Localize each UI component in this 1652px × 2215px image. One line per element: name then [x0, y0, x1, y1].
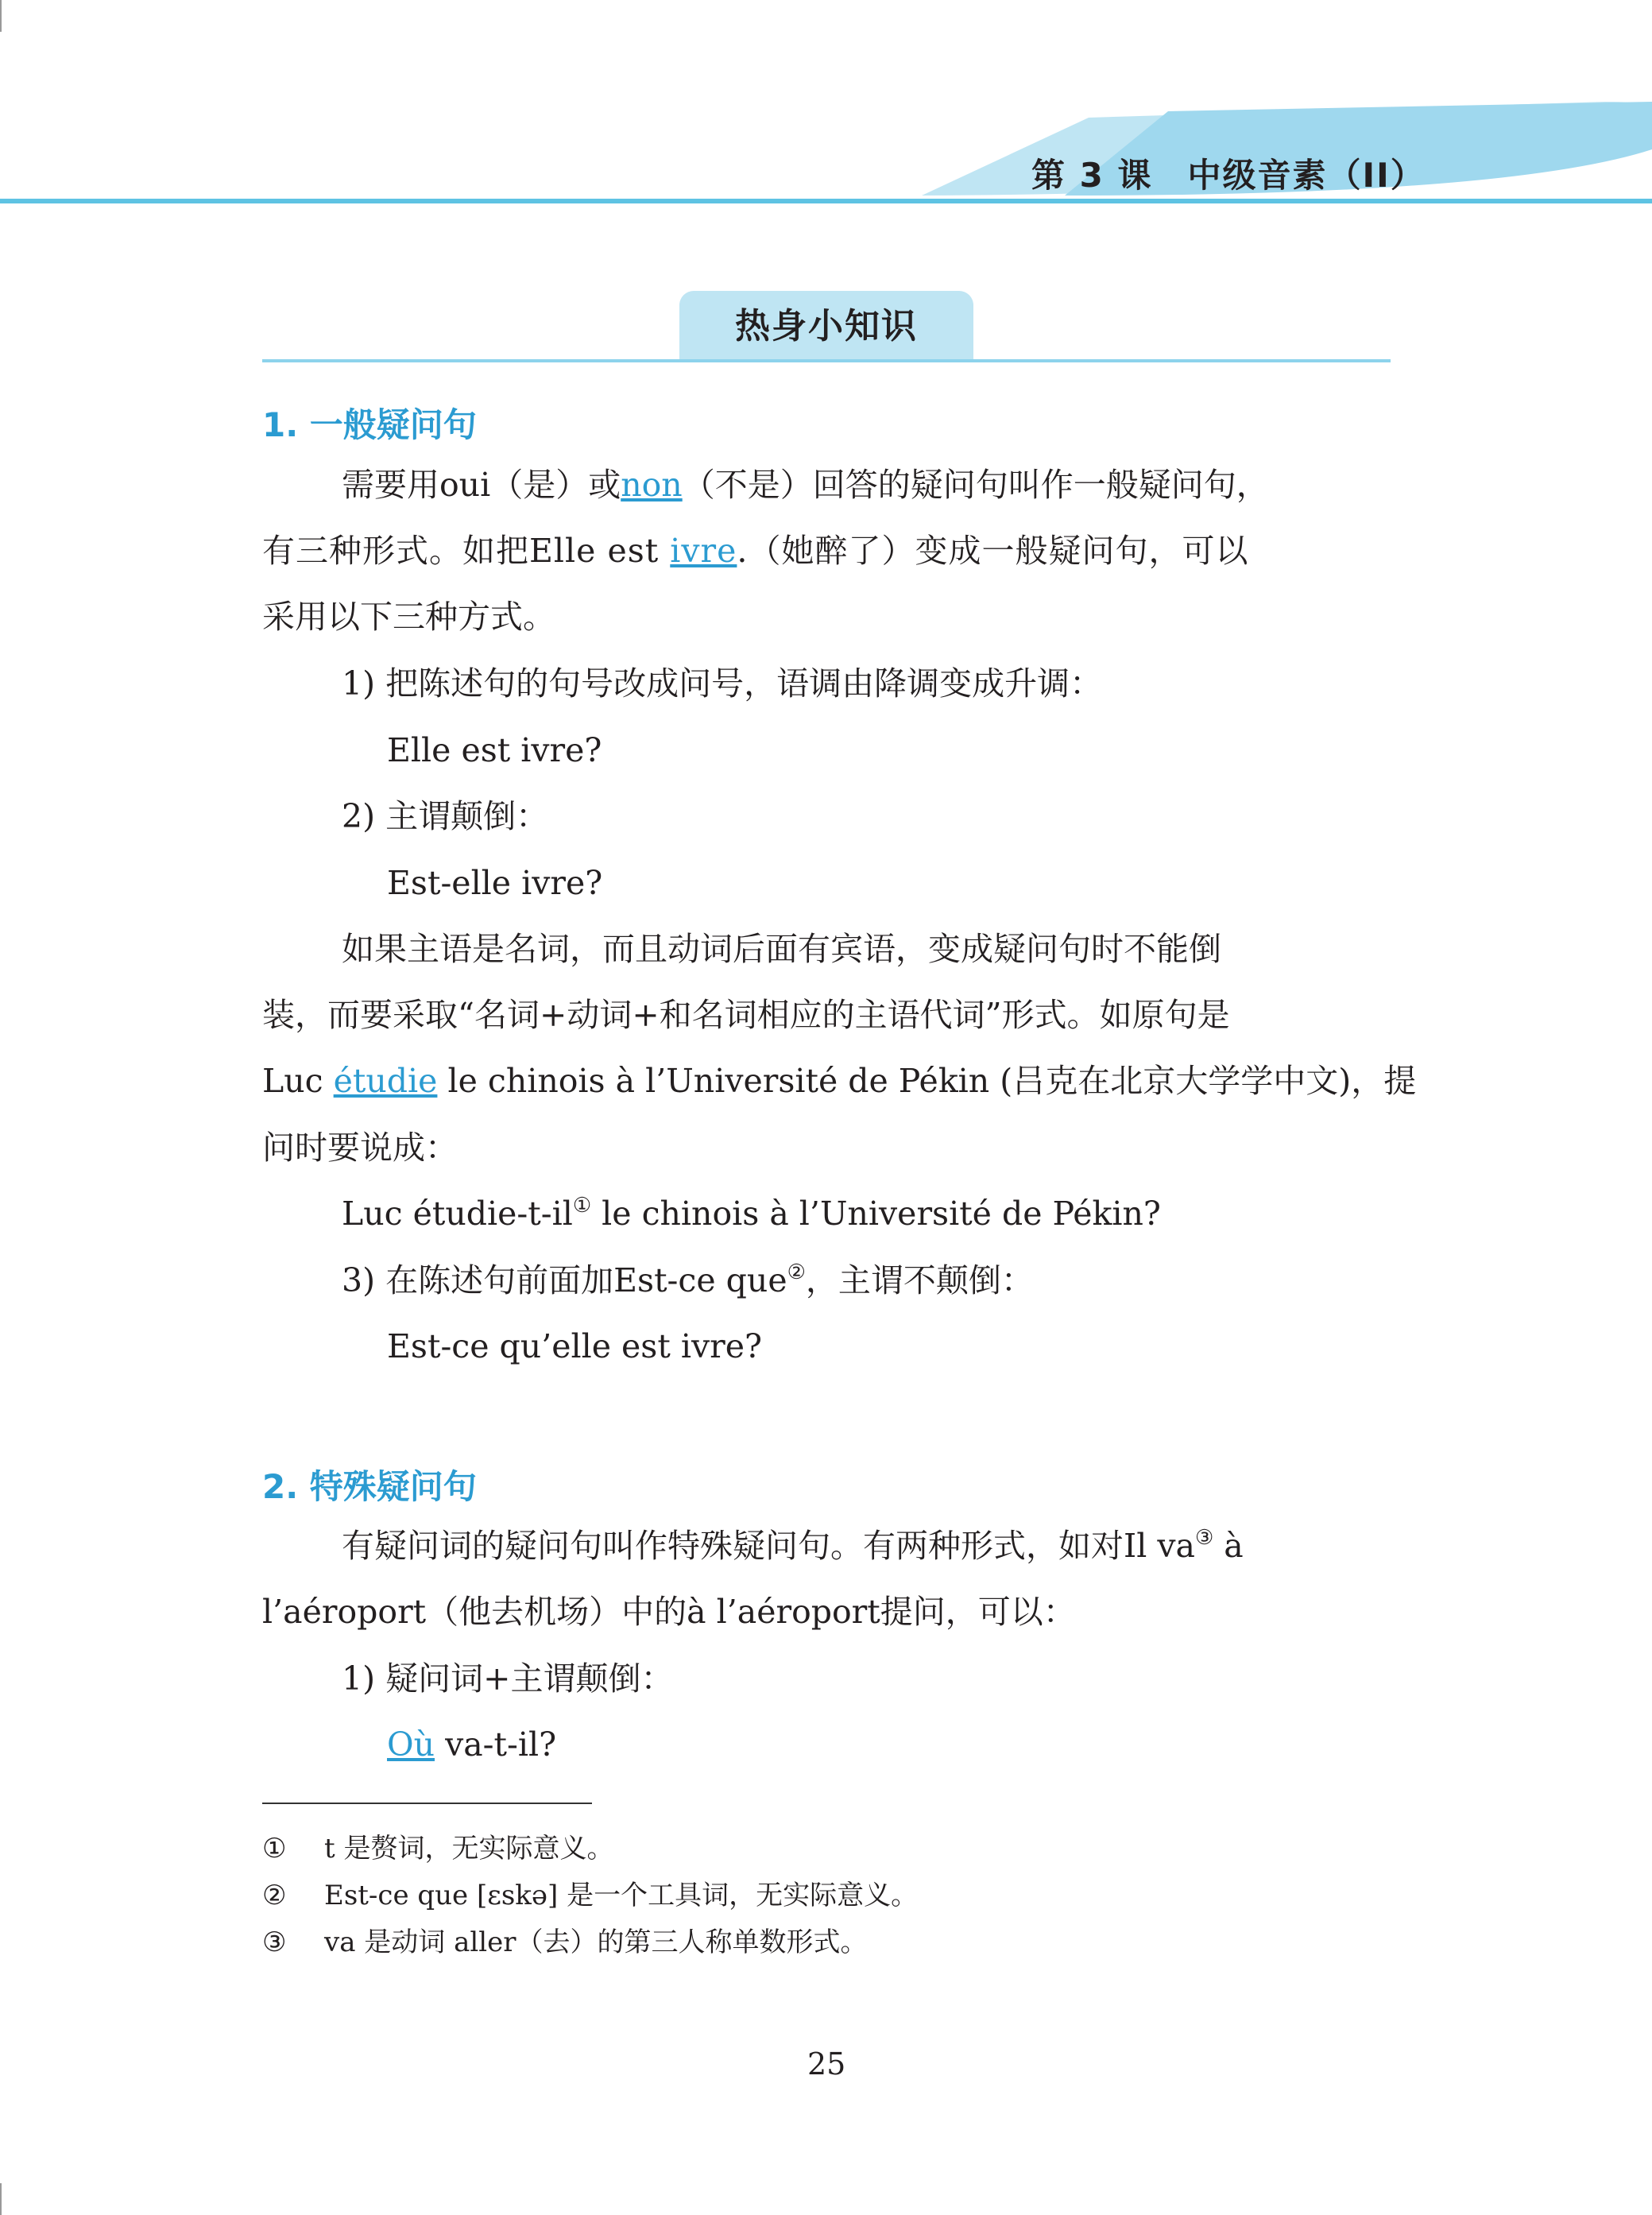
sec1-paragraph-line-6: Luc étudie le chinois à l’Université de Pékin (吕克在北京大学学中文)，提 — [262, 1062, 1417, 1100]
crop-mark-bottom-left — [0, 2183, 2, 2215]
footnote-1: ① t 是赘词，无实际意义。 — [262, 1833, 614, 1865]
chapter-title: 第 3 课 中级音素（II） — [1031, 156, 1426, 195]
sec1-item-3: 3) 在陈述句前面加Est-ce que②，主谓不颠倒： — [342, 1260, 1034, 1299]
section-heading-1: 1. 一般疑问句 — [262, 405, 477, 444]
glossary-link-non[interactable]: non — [621, 466, 683, 504]
sec1-paragraph-line-3: 采用以下三种方式。 — [262, 598, 555, 636]
sec1-example-4: Est-ce qu’elle est ivre? — [387, 1327, 762, 1365]
sec1-example-1: Elle est ivre? — [387, 731, 602, 769]
sec1-example-2: Est-elle ivre? — [387, 864, 603, 902]
header-rule — [0, 199, 1652, 203]
footnote-2: ② Est-ce que [ɛskə] 是一个工具词，无实际意义。 — [262, 1880, 919, 1911]
sec1-paragraph-line-1: 需要用oui（是）或non（不是）回答的疑问句叫作一般疑问句， — [342, 466, 1269, 504]
sec1-item-1: 1) 把陈述句的句号改成问号，语调由降调变成升调： — [342, 664, 1103, 703]
section-tab: 热身小知识 — [679, 291, 973, 362]
glossary-link-ou[interactable]: Où — [387, 1725, 435, 1764]
footnote-ref-2[interactable]: ② — [787, 1260, 806, 1284]
footnote-rule — [262, 1803, 592, 1804]
sec1-paragraph-line-4: 如果主语是名词，而且动词后面有宾语，变成疑问句时不能倒 — [342, 930, 1221, 968]
sec2-paragraph-line-1: 有疑问词的疑问句叫作特殊疑问句。有两种形式，如对Il va③ à — [342, 1526, 1244, 1565]
sec1-example-3: Luc étudie-t-il① le chinois à l’Université de Pékin? — [342, 1194, 1161, 1233]
sec2-paragraph-line-2: l’aéroport（他去机场）中的à l’aéroport提问，可以： — [262, 1593, 1076, 1631]
footnote-3: ③ va 是动词 aller（去）的第三人称单数形式。 — [262, 1927, 868, 1958]
section-tab-rule — [262, 359, 1391, 362]
sec1-paragraph-line-7: 问时要说成： — [262, 1129, 458, 1167]
sec1-item-2: 2) 主谓颠倒： — [342, 797, 549, 835]
sec2-example-1: Où va-t-il? — [387, 1725, 557, 1764]
sec1-paragraph-line-5: 装，而要采取“名词+动词+和名词相应的主语代词”形式。如原句是 — [262, 996, 1230, 1034]
page-number: 25 — [807, 2047, 846, 2081]
sec2-item-1: 1) 疑问词+主谓颠倒： — [342, 1659, 674, 1698]
sec1-paragraph-line-2: 有三种形式。如把Elle est ivre.（她醉了）变成一般疑问句，可以 — [262, 532, 1249, 570]
footnote-ref-1[interactable]: ① — [572, 1194, 592, 1218]
footnote-ref-3[interactable]: ③ — [1194, 1526, 1214, 1550]
glossary-link-etudie[interactable]: étudie — [333, 1062, 438, 1100]
crop-mark-top-left — [0, 0, 2, 32]
glossary-link-ivre[interactable]: ivre — [670, 532, 737, 570]
section-heading-2: 2. 特殊疑问句 — [262, 1467, 477, 1506]
